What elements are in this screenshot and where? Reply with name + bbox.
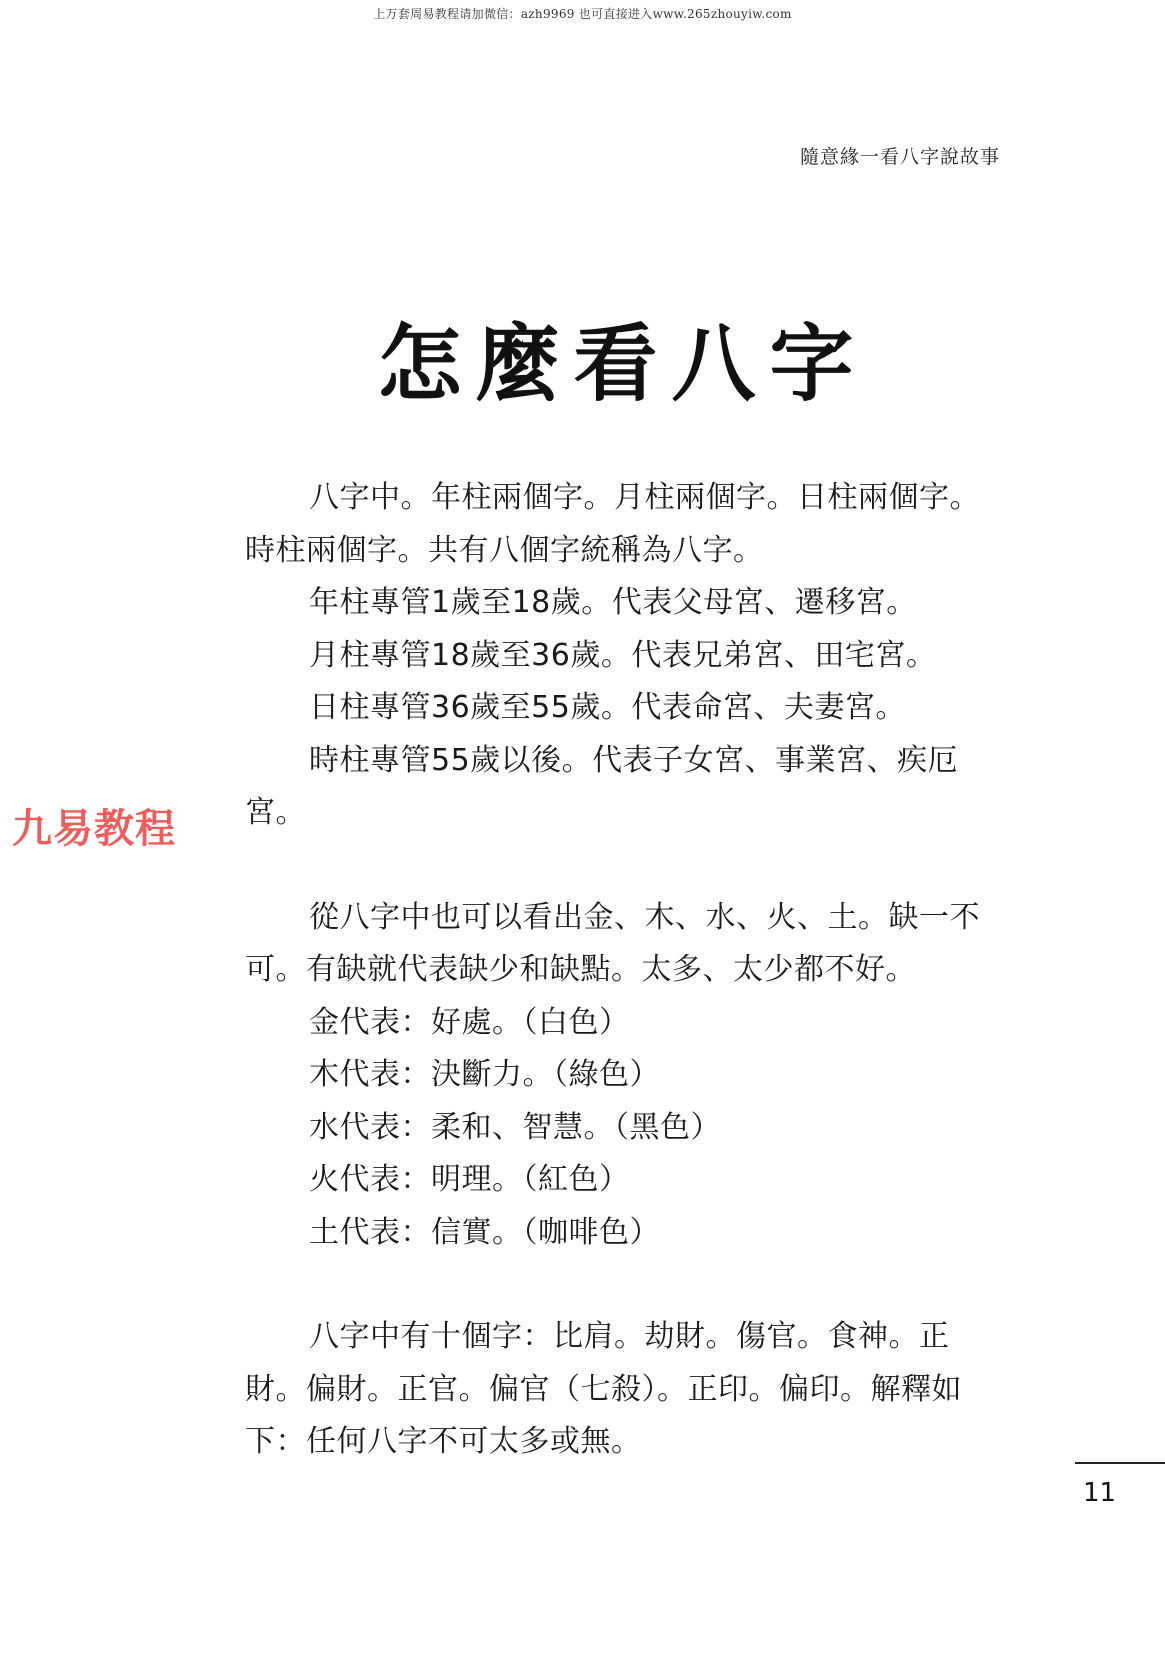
paragraph-month-pillar: 月柱專管18歲至36歲。代表兄弟宮、田宅宮。 xyxy=(309,637,937,673)
top-notice-banner: 上万套周易教程请加微信：azh9969 也可直接进入www.265zhouyiw.com xyxy=(373,7,792,21)
running-header: 隨意緣一看八字說故事 xyxy=(799,146,1000,168)
chapter-title: 怎麼看八字 xyxy=(377,314,868,413)
paragraph-metal: 金代表：好處。（白色） xyxy=(309,1004,630,1040)
paragraph-fire: 火代表：明理。（紅色） xyxy=(309,1162,630,1197)
paragraph-hour-pillar: 時柱專管55歲以後。代表子女宮、事業宮、疾厄宮。 xyxy=(245,742,959,830)
paragraph-wood: 木代表：決斷力。（綠色） xyxy=(309,1057,660,1092)
paragraph-ten-gods: 八字中有十個字：比肩。劫財。傷官。食神。正財。偏財。正官。偏官（七殺）。正印。偏印。解釋如下：任何八字不可太多或無。 xyxy=(245,1319,962,1459)
paragraph-water: 水代表：柔和、智慧。（黑色） xyxy=(309,1109,721,1145)
watermark-logo: 九易教程 xyxy=(12,806,176,852)
paragraph-pillars-intro: 八字中。年柱兩個字。月柱兩個字。日柱兩個字。時柱兩個字。共有八個字統稱為八字。 xyxy=(245,480,980,568)
page-number: 11 xyxy=(1083,1478,1117,1508)
paragraph-gap xyxy=(245,840,1005,892)
paragraph-year-pillar: 年柱專管1歲至18歲。代表父母宮、遷移宮。 xyxy=(309,585,917,620)
body-text xyxy=(245,472,1005,1469)
paragraph-day-pillar: 日柱專管36歲至55歲。代表命宮、夫妻宮。 xyxy=(309,690,906,725)
paragraph-gap xyxy=(245,1259,1005,1311)
page-number-rule xyxy=(1075,1462,1165,1464)
paragraph-earth: 土代表：信實。（咖啡色） xyxy=(309,1214,660,1250)
paragraph-five-elements-intro: 從八字中也可以看出金、木、水、火、土。缺一不可。有缺就代表缺少和缺點。太多、太少都不好。 xyxy=(245,899,980,987)
